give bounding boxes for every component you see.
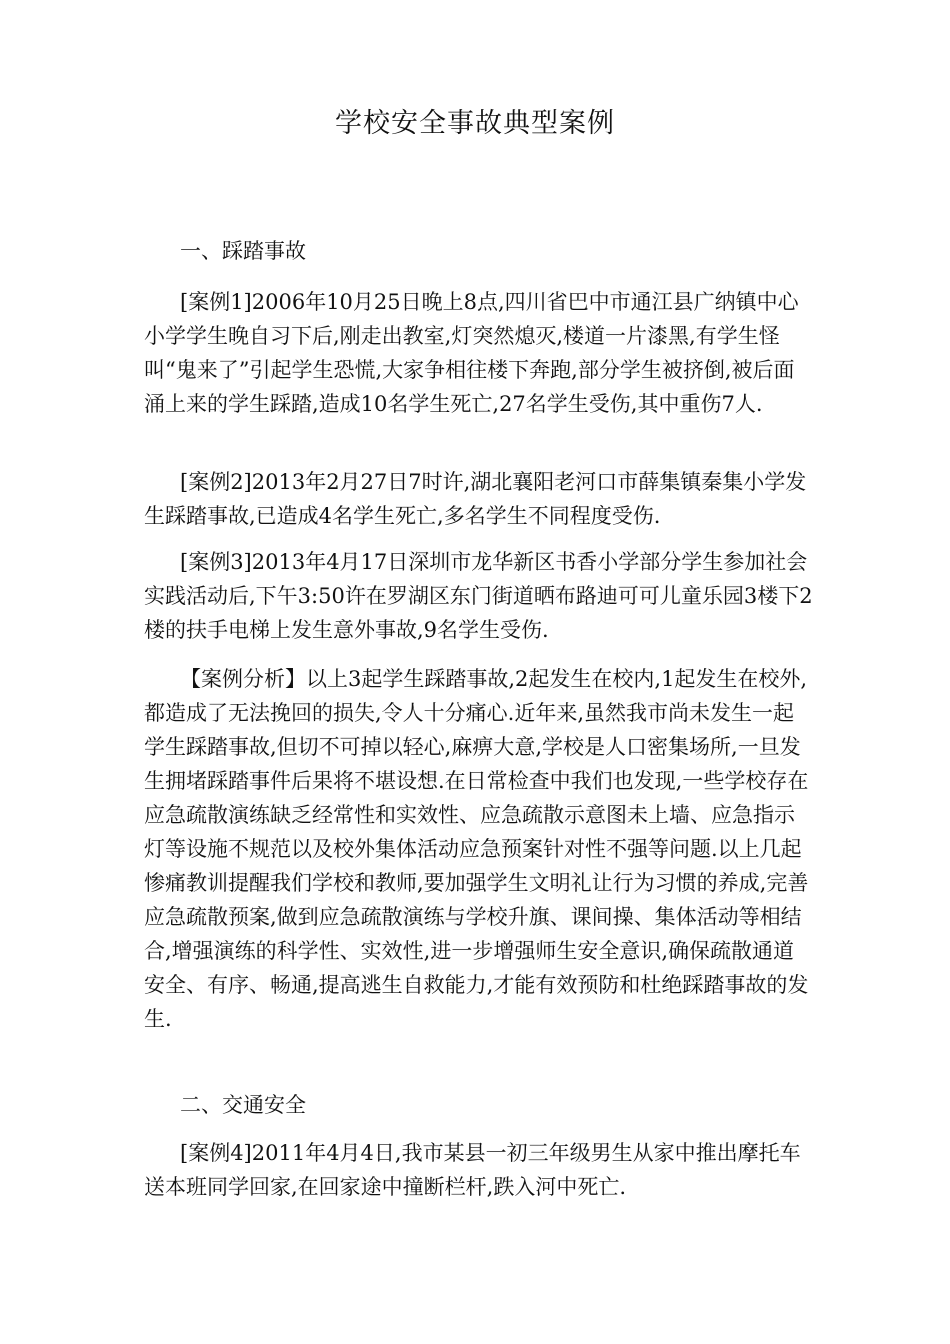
case-paragraph-1: [案例1]2006年10月25日晚上8点,四川省巴中市通江县广纳镇中心小学学生晚自习下后,刚走出教室,灯突然熄灭,楼道一片漆黑,有学生怪叫“鬼来了”引起学生恐慌,大家争相往楼下奔跑,部分学生被挤倒,被后面涌上来的学生踩踏,造成10名学生死亡,27名学生受伤,其中重伤7人.	[144, 290, 799, 416]
case-paragraph-2: [案例2]2013年2月27日7时许,湖北襄阳老河口市薛集镇秦集小学发生踩踏事故,已造成4名学生死亡,多名学生不同程度受伤.	[144, 470, 807, 528]
case-analysis-paragraph: 【案例分析】以上3起学生踩踏事故,2起发生在校内,1起发生在校外,都造成了无法挽回的损失,令人十分痛心.近年来,虽然我市尚未发生一起学生踩踏事故,但切不可掉以轻心,麻痹大意,学校是人口密集场所,一旦发生拥堵踩踏事件后果将不堪设想.在日常检查中我们也发现,一些学校存在应急疏散演练缺乏经常性和实效性、应急疏散示意图未上墙、应急指示灯等设施不规范以及校外集体活动应急预案针对性不强等问题.以上几起惨痛教训提醒我们学校和教师,要加强学生文明礼让行为习惯的养成,完善应急疏散预案,做到应急疏散演练与学校升旗、课间操、集体活动等相结合,增强演练的科学性、实效性,进一步增强师生安全意识,确保疏散通道安全、有序、畅通,提高逃生自救能力,才能有效预防和杜绝踩踏事故的发生.	[144, 667, 809, 1031]
page-title: 学校安全事故典型案例	[335, 108, 615, 139]
section-heading-traffic: 二、交通安全	[180, 1093, 306, 1117]
case-paragraph-3: [案例3]2013年4月17日深圳市龙华新区书香小学部分学生参加社会实践活动后,下午3:50许在罗湖区东门街道晒布路迪可可儿童乐园3楼下2楼的扶手电梯上发生意外事故,9名学生受伤.	[144, 550, 813, 642]
section-heading-stampede: 一、踩踏事故	[180, 239, 306, 263]
case-paragraph-4: [案例4]2011年4月4日,我市某县一初三年级男生从家中推出摩托车送本班同学回家,在回家途中撞断栏杆,跌入河中死亡.	[144, 1141, 801, 1199]
